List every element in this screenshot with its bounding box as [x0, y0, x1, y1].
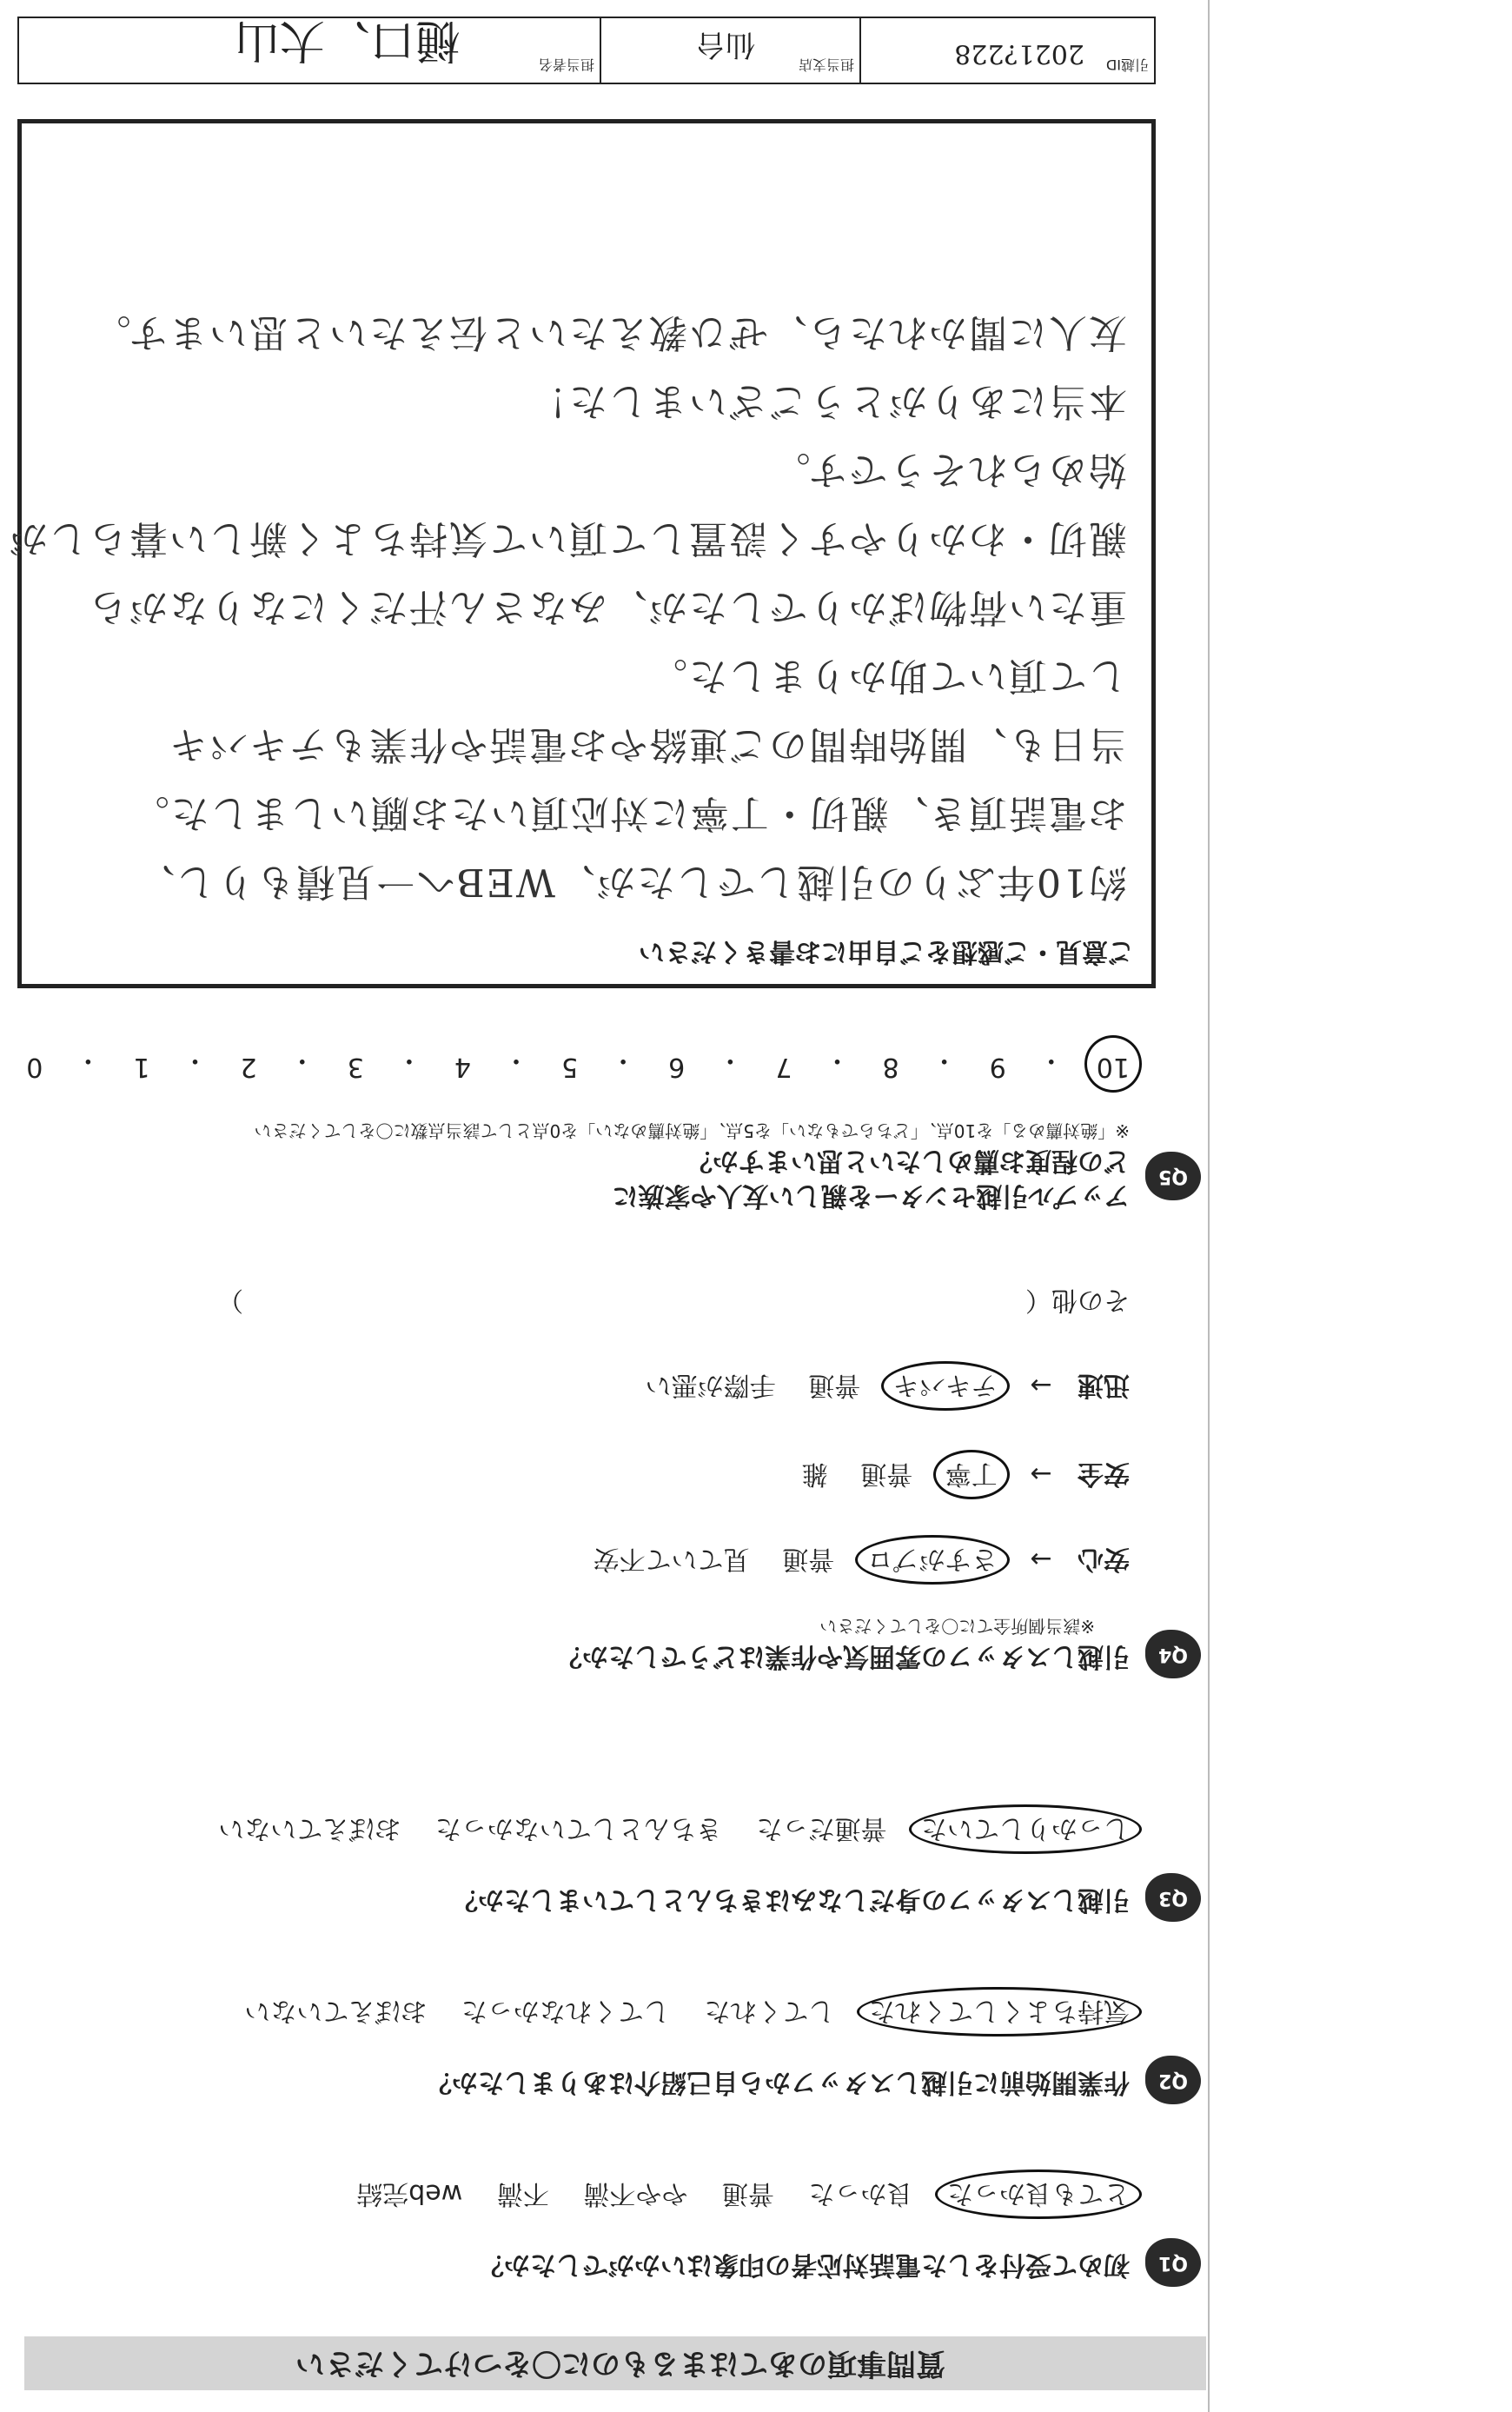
q5-badge: Q5	[1145, 1152, 1201, 1200]
question-3	[17, 1809, 1189, 1917]
q5-text-line2: どの程度お薦めしたいと思いますか？	[686, 1146, 1130, 1176]
branch-label: 担当支店	[799, 56, 855, 73]
arrow-icon: →	[1030, 1370, 1052, 1400]
q4-anshin-option-2[interactable]: 普通	[782, 1544, 835, 1574]
q4-anzen-option-3[interactable]: 雑	[801, 1458, 828, 1489]
comment-line: して頂いて助かりました。	[647, 654, 1127, 698]
branch-cell	[600, 18, 859, 83]
q2-text: 作業開始前に引越しスタッフから自己紹介はありましたか？	[426, 2067, 1130, 2097]
q5-note: ※「絶対薦める」を10点、「どちらでもない」を5点、「絶対薦めない」を0点として該当点数に〇をしてください	[254, 1120, 1130, 1141]
q4-jinsoku-option-1[interactable]: テキパキ	[892, 1370, 998, 1400]
score-0[interactable]: 0	[26, 1052, 43, 1082]
q4-badge: Q4	[1145, 1630, 1201, 1678]
staff-value: 樋口、大山	[234, 14, 461, 66]
score-10[interactable]: 10	[1097, 1044, 1130, 1082]
q1-option-1[interactable]: とても良かった	[947, 2178, 1130, 2209]
score-5[interactable]: 5	[561, 1052, 579, 1082]
id-label: 引越ID	[1105, 56, 1149, 73]
q1-options	[17, 2174, 1130, 2212]
score-8[interactable]: 8	[882, 1052, 899, 1082]
q2-option-4[interactable]: おぼえていない	[244, 1996, 428, 2026]
q1-badge: Q1	[1145, 2238, 1201, 2287]
question-5	[17, 1119, 1189, 1213]
q3-option-4[interactable]: おぼえていない	[218, 1813, 401, 1844]
q1-option-2[interactable]: 良かった	[808, 2178, 913, 2209]
comment-title: ご意見・ご感想をご自由にお書きください	[639, 936, 1134, 967]
score-6[interactable]: 6	[668, 1052, 686, 1082]
q3-option-1[interactable]: しっかりしていた	[921, 1813, 1130, 1844]
comment-line: 本当にありがとうございました！	[527, 379, 1127, 423]
q3-badge: Q3	[1145, 1873, 1201, 1922]
q4-row-anzen	[778, 1454, 1130, 1492]
instruction-banner: 質問事項のあてはまるものに〇をつけてください	[24, 2336, 1206, 2390]
staff-label: 担当者名	[538, 56, 594, 73]
q4-jinsoku-option-3[interactable]: 手際が悪い	[645, 1370, 776, 1400]
id-cell	[859, 18, 1154, 83]
q1-option-4[interactable]: やや不満	[583, 2178, 688, 2209]
q2-option-1[interactable]: 気持ちよくしてくれた	[869, 1996, 1130, 2026]
score-1[interactable]: 1	[133, 1052, 150, 1082]
comment-line: 約10年ぶりの引越しでしたが、WEBへ一見積もりし、	[135, 860, 1127, 904]
q1-option-3[interactable]: 普通	[721, 2178, 774, 2209]
q4-row-label: 安全	[1078, 1458, 1130, 1489]
q2-options	[17, 1991, 1130, 2030]
comment-line: 親切・わかりやすく設置して頂いて気持ちよく新しい暮らしが	[8, 516, 1127, 561]
comment-box[interactable]	[8, 119, 1156, 988]
q1-option-6[interactable]: web完結	[356, 2178, 463, 2209]
arrow-icon: →	[1030, 1458, 1052, 1489]
q3-options	[17, 1809, 1130, 1847]
id-row	[17, 14, 1156, 84]
q3-option-2[interactable]: 普通だった	[756, 1813, 887, 1844]
q4-note: ※該当個所全てに〇をしてください	[819, 1616, 1095, 1637]
q1-text: 初めて受付をした電話対応者の印象はいかがでしたか？	[478, 2249, 1130, 2280]
arrow-icon: →	[1030, 1544, 1052, 1574]
question-2	[17, 1991, 1189, 2099]
q3-text: 引越しスタッフの身だしなみはきちんとしていましたか？	[452, 1884, 1130, 1915]
branch-value: 仙台	[696, 27, 756, 62]
q4-jinsoku-option-2[interactable]: 普通	[808, 1370, 861, 1400]
score-7[interactable]: 7	[775, 1052, 792, 1082]
staff-cell	[19, 14, 600, 83]
comment-line: お電話頂き、親切・丁寧に対応頂いたお願いしました。	[129, 791, 1127, 835]
q4-anshin-option-3[interactable]: 見ていて不安	[593, 1544, 750, 1574]
score-3[interactable]: 3	[347, 1052, 364, 1082]
comment-line: 友人に聞かれたら、ぜひ教えたいと伝えたいと思います。	[90, 310, 1127, 355]
q4-text: 引越しスタッフの雰囲気や作業はどうでしたか？	[556, 1641, 1130, 1671]
comment-line: 当日も、開始時間のご連絡やお電話や作業もテキパキ	[168, 722, 1127, 767]
q4-anzen-option-1[interactable]: 丁寧	[945, 1458, 998, 1489]
question-1	[17, 2174, 1189, 2282]
q4-anshin-option-1[interactable]: さすがプロ	[866, 1544, 998, 1574]
comment-line: 重たい荷物ばかりでしたが、みなさん汗だくになりながら	[88, 585, 1127, 629]
q4-row-label: 迅速	[1078, 1370, 1130, 1400]
score-2[interactable]: 2	[240, 1052, 257, 1082]
q5-scale: 10 ・ 9 ・ 8 ・ 7 ・ 6 ・ 5 ・ 4 ・ 3 ・ 2 ・ 1 ・ 0	[26, 1045, 1130, 1082]
score-4[interactable]: 4	[454, 1052, 471, 1082]
page-edge	[1208, 0, 1210, 2412]
q2-option-2[interactable]: してくれた	[704, 1996, 835, 2026]
q2-option-3[interactable]: してくれなかった	[461, 1996, 670, 2026]
q4-row-anshin	[569, 1539, 1130, 1578]
q4-row-label: 安心	[1078, 1544, 1130, 1574]
handwritten-comment	[8, 298, 1127, 916]
question-4	[17, 1614, 1189, 1673]
score-9[interactable]: 9	[989, 1052, 1006, 1082]
comment-line: 始められそうです。	[770, 448, 1127, 492]
q5-text-line1: アップル引越センターを親しい友人や家族に	[612, 1180, 1130, 1211]
q4-other[interactable]: その他（ ）	[217, 1285, 1130, 1315]
q2-badge: Q2	[1145, 2056, 1201, 2104]
q3-option-3[interactable]: きちんとしていなかった	[434, 1813, 722, 1844]
q4-anzen-option-2[interactable]: 普通	[860, 1458, 913, 1489]
q4-row-jinsoku	[621, 1365, 1130, 1404]
q1-option-5[interactable]: 不満	[496, 2178, 549, 2209]
id-value: 2021?228	[954, 38, 1084, 69]
